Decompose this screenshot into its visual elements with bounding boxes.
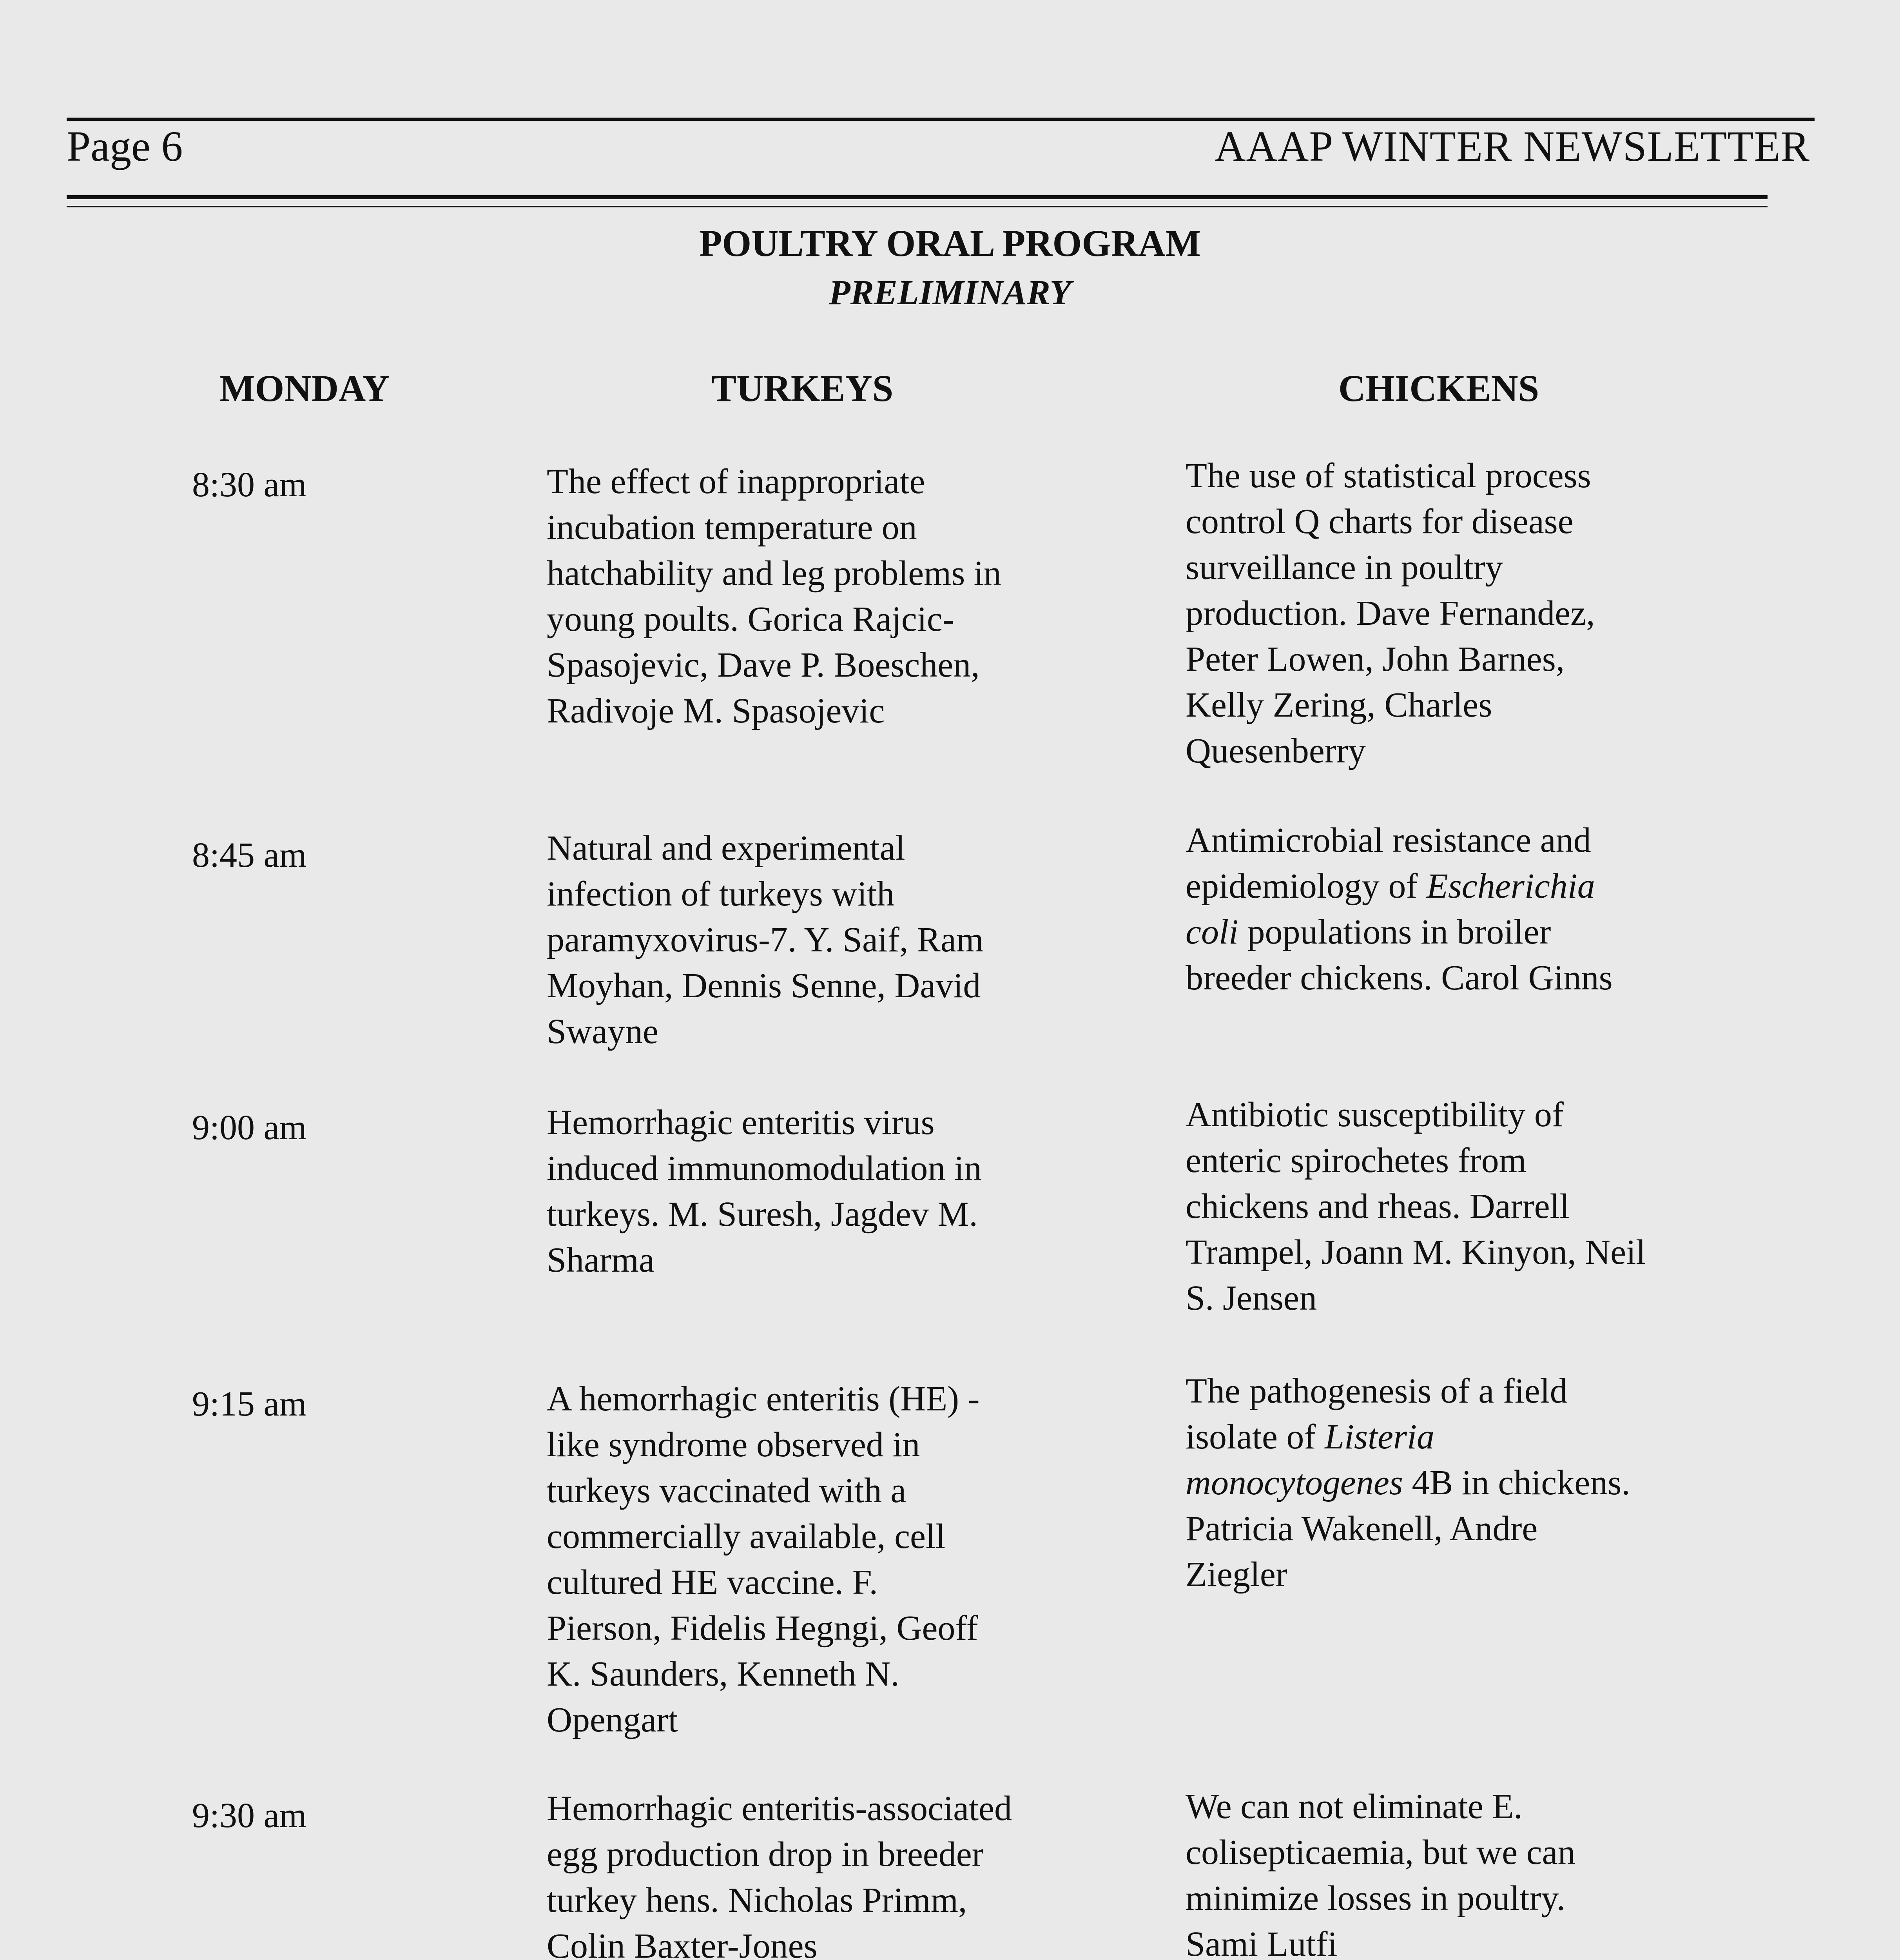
text-line: The pathogenesis of a field — [1186, 1372, 1568, 1410]
text-span: isolate of — [1186, 1417, 1325, 1456]
text-span: epidemiology of — [1186, 867, 1427, 906]
turkeys-abstract — [547, 459, 1115, 734]
text-line: turkeys. M. Suresh, Jagdev M. — [547, 1195, 978, 1234]
text-line: Pierson, Fidelis Hegngi, Geoff — [547, 1609, 978, 1648]
text-line: young poults. Gorica Rajcic- — [547, 600, 954, 639]
text-line: Antimicrobial resistance and — [1186, 821, 1591, 860]
text-line: infection of turkeys with — [547, 875, 895, 913]
turkeys-abstract — [547, 1786, 1115, 1960]
newsletter-title: AAAP WINTER NEWSLETTER — [1214, 122, 1810, 170]
time-slot: 9:30 am — [192, 1796, 307, 1835]
header-rule-top — [67, 118, 1815, 121]
column-header-chickens: CHICKENS — [1338, 367, 1539, 409]
species-name: Escherichia — [1426, 867, 1595, 906]
text-line: paramyxovirus-7. Y. Saif, Ram — [547, 920, 984, 959]
text-line: induced immunomodulation in — [547, 1149, 982, 1188]
text-line: commercially available, cell — [547, 1517, 945, 1556]
text-line: Hemorrhagic enteritis-associated — [547, 1789, 1012, 1828]
text-line: Ziegler — [1186, 1555, 1287, 1594]
chickens-abstract — [1186, 453, 1754, 774]
turkeys-abstract — [547, 1376, 1115, 1743]
text-line: production. Dave Fernandez, — [1186, 594, 1595, 633]
text-line — [1186, 1460, 1754, 1506]
text-line: egg production drop in breeder — [547, 1835, 984, 1874]
chickens-abstract — [1186, 1368, 1754, 1597]
text-line: S. Jensen — [1186, 1279, 1317, 1318]
text-line — [1186, 863, 1754, 909]
text-line — [1186, 1414, 1754, 1460]
species-name: Listeria — [1324, 1417, 1434, 1456]
text-line: Natural and experimental — [547, 829, 905, 867]
text-line — [1186, 909, 1754, 955]
text-span: 4B in chickens. — [1403, 1463, 1630, 1502]
page-number: Page 6 — [67, 122, 183, 170]
species-name: monocytogenes — [1186, 1463, 1403, 1502]
text-line: Quesenberry — [1186, 731, 1366, 770]
text-line: Swayne — [547, 1012, 658, 1051]
text-line: turkey hens. Nicholas Primm, — [547, 1881, 967, 1920]
text-line: turkeys vaccinated with a — [547, 1471, 906, 1510]
text-line: The effect of inappropriate — [547, 462, 925, 501]
species-name: coli — [1186, 913, 1238, 951]
text-line: hatchability and leg problems in — [547, 554, 1001, 593]
text-line: Trampel, Joann M. Kinyon, Neil — [1186, 1233, 1646, 1272]
time-slot: 9:15 am — [192, 1385, 307, 1423]
header-rule-bottom-thin — [67, 206, 1768, 207]
text-line: Kelly Zering, Charles — [1186, 686, 1492, 724]
program-title: POULTRY ORAL PROGRAM — [699, 222, 1201, 264]
text-line: incubation temperature on — [547, 508, 917, 547]
program-subtitle: PRELIMINARY — [829, 273, 1071, 312]
column-header-turkeys: TURKEYS — [711, 367, 894, 409]
text-line: Radivoje M. Spasojevic — [547, 691, 885, 730]
text-line: control Q charts for disease — [1186, 502, 1574, 541]
chickens-abstract — [1186, 817, 1754, 1001]
text-line: Antibiotic susceptibility of — [1186, 1095, 1564, 1134]
text-line: A hemorrhagic enteritis (HE) - — [547, 1379, 980, 1418]
text-line: breeder chickens. Carol Ginns — [1186, 958, 1613, 997]
text-line: like syndrome observed in — [547, 1425, 920, 1464]
turkeys-abstract — [547, 825, 1115, 1054]
text-line: surveillance in poultry — [1186, 548, 1503, 587]
text-line: Sharma — [547, 1241, 654, 1279]
header-rule-bottom-thick — [67, 195, 1768, 199]
text-line: Peter Lowen, John Barnes, — [1186, 640, 1565, 679]
text-line: Patricia Wakenell, Andre — [1186, 1509, 1538, 1548]
time-slot: 8:45 am — [192, 836, 307, 875]
column-header-day: MONDAY — [219, 367, 390, 409]
text-line: Sami Lutfi — [1186, 1925, 1338, 1960]
text-line: chickens and rheas. Darrell — [1186, 1187, 1570, 1226]
text-line: minimize losses in poultry. — [1186, 1879, 1566, 1918]
text-line: Spasojevic, Dave P. Boeschen, — [547, 646, 980, 684]
text-line: cultured HE vaccine. F. — [547, 1563, 878, 1602]
text-line: K. Saunders, Kenneth N. — [547, 1655, 899, 1693]
time-slot: 8:30 am — [192, 465, 307, 504]
text-line: Moyhan, Dennis Senne, David — [547, 966, 981, 1005]
text-line: colisepticaemia, but we can — [1186, 1833, 1575, 1872]
text-line: Opengart — [547, 1700, 678, 1739]
chickens-abstract — [1186, 1092, 1754, 1321]
text-line: Colin Baxter-Jones — [547, 1927, 818, 1960]
text-line: enteric spirochetes from — [1186, 1141, 1527, 1180]
time-slot: 9:00 am — [192, 1108, 307, 1147]
text-line: Hemorrhagic enteritis virus — [547, 1103, 935, 1142]
turkeys-abstract — [547, 1100, 1115, 1283]
text-line: We can not eliminate E. — [1186, 1787, 1523, 1826]
text-line: The use of statistical process — [1186, 456, 1591, 495]
text-span: populations in broiler — [1238, 913, 1551, 951]
chickens-abstract — [1186, 1784, 1754, 1960]
